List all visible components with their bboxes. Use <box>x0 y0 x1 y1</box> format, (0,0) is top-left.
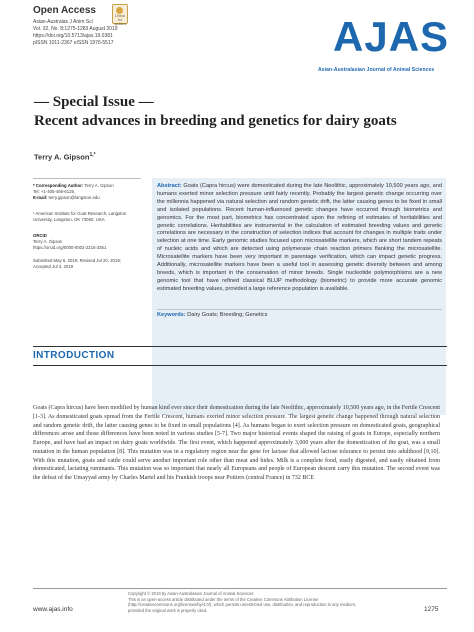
journal-url-link[interactable]: www.ajas.info <box>33 606 73 613</box>
open-access-label: Open Access <box>33 5 96 16</box>
orcid-block <box>33 233 143 250</box>
author-line <box>34 152 96 162</box>
page-number: 1275 <box>424 606 439 613</box>
section-heading-introduction: INTRODUCTION <box>33 350 115 361</box>
badge-label: Check for updates <box>113 14 127 26</box>
article-title: Recent advances in breeding and genetics for dairy goats <box>34 113 397 129</box>
abstract-label: Abstract: <box>157 183 182 189</box>
orcid-label: ORCID <box>33 233 47 238</box>
crossmark-icon <box>116 7 123 14</box>
tel: Tel: +1-405-466-6126, <box>33 188 76 194</box>
introduction-body: Goats (Capra hircus) have been modified by human kind ever since their domestication during the late Neolithic, approximately 10,500 years ago, in the Fertile Crescent [1-3]. As domesticated goats spread from the Fertile Crescent, humans exerted minor selection pressure. The largest genetic change happened through natural selection and random genetic drift, the latter causing genes to be fixed in small populations [4]. As humans began to exert selection pressure on domesticated goats, geographical differences arose and those differences have been noted in various studies [5-7]. Two major historical events shaped the raising of goats in Europe, especially northern Europe, and have had an impact on dairy goats worldwide. The first event, which happened approximately 3,000 years after the domestication of the goat, was a small mutation in the human population [8]. This mutation was in a regulatory region near the gene for lactase that allowed lactose tolerance to persist into adulthood [9,10]. With this mutation, goats and cattle could serve another important role other than meat and hides. Milk is a complete food, easily digested, and easily obtained from domesticated, lactating ruminants. This mutation was so important that nearly all Europeans and people of European descent carry this mutation. The second event was the defeat of the Umayyad army by Charles Martel and his Frankish troops near Poitiers (central France) in 732 BCE <box>33 405 440 481</box>
copyright-notice: Copyright © 2019 by Asian-Australasian Journal of Animal Sciences This is an open-access article distributed under the terms of the Creative Commons Attribution License (http://creativecommons.org/licenses/by/4.0/), which permits unrestricted use, distribution, and reproduction in any medium, provided the original work is properly cited. <box>128 591 357 613</box>
check-for-updates-badge[interactable] <box>112 4 128 24</box>
abstract <box>157 183 442 294</box>
orcid-link[interactable]: https://orcid.org/0000-0002-2215-3351 <box>33 244 107 250</box>
orcid-name: Terry A. Gipson <box>33 238 63 244</box>
journal-logo: AJAS <box>333 13 450 60</box>
author-name: Terry A. Gipson <box>34 152 90 162</box>
abstract-divider <box>157 309 442 310</box>
intro-bottom-rule <box>33 365 447 366</box>
email-label: E-mail: <box>33 194 48 200</box>
affiliation: ¹ American Institute for Goat Research, Langston University, Langston, OK 73050, USA <box>33 211 127 222</box>
special-issue-label: — Special Issue — <box>34 94 154 110</box>
submission-dates: Submitted May 6, 2019; Revised Jul 20, 2019; Accepted Jul 3, 2019 <box>33 258 121 269</box>
keywords <box>157 312 267 318</box>
author-marks: 1,* <box>89 152 96 158</box>
corresponding-value: Terry A. Gipson <box>84 183 114 188</box>
keywords-label: Keywords: <box>157 312 186 318</box>
sidebar-divider <box>33 178 141 179</box>
corresponding-author <box>33 183 143 200</box>
journal-tagline: Asian-Australasian Journal of Animal Sciences <box>318 67 435 73</box>
journal-meta: Asian-Australas J Anim Sci Vol. 32, No. 8:1275-1283 August 2019 https://doi.org/10.5713/ajas.19.0381 pISSN 1011-2367 eISSN 1976-5517 <box>33 19 118 46</box>
footer-divider <box>33 588 447 589</box>
email-link[interactable]: terry.gipson@langston.edu <box>48 194 100 200</box>
abstract-body: Goats (Capra hircus) were domesticated during the late Neolithic, approximately 10,500 years ago, and humans exerted minor selection pressure until fairly recently. Probably the largest genetic change occurring over the millennia happened via natural selection and random genetic drift, the latter causing genes to be fixed in small and isolated populations. Recent human-influenced genetic changes have occurred through biometrics and genomics. For the most part, biometrics has concentrated upon the refining of estimates of heritabilities and genetic correlations. Heritabilities are instrumental in the calculation of estimated breeding values and genetic correlations are necessary in the construction of selection indices that account for changes in multiple traits under selection at one time. Early genomic studies focused upon microsatellite markers, which are short tandem repeats of nucleic acids and which are detected using polymerase chain reaction primers flanking the microsatellite. Microsatellite markers have been very important in parentage verification, which can impact genetic progress. Additionally, microsatellite markers have been a useful tool in assessing genetic diversity between and among breeds, which is important in the conservation of minor breeds. Single nucleotide polymorphisms are a new genomic tool that have refined classical BLUP methodology (biometric) to provide more accurate genomic estimated breeding values, provided a large reference population is available. <box>157 183 442 292</box>
intro-top-rule <box>33 346 447 347</box>
keywords-list: Dairy Goats; Breeding; Genetics <box>187 312 268 318</box>
corresponding-label: * Corresponding Author: <box>33 183 84 188</box>
